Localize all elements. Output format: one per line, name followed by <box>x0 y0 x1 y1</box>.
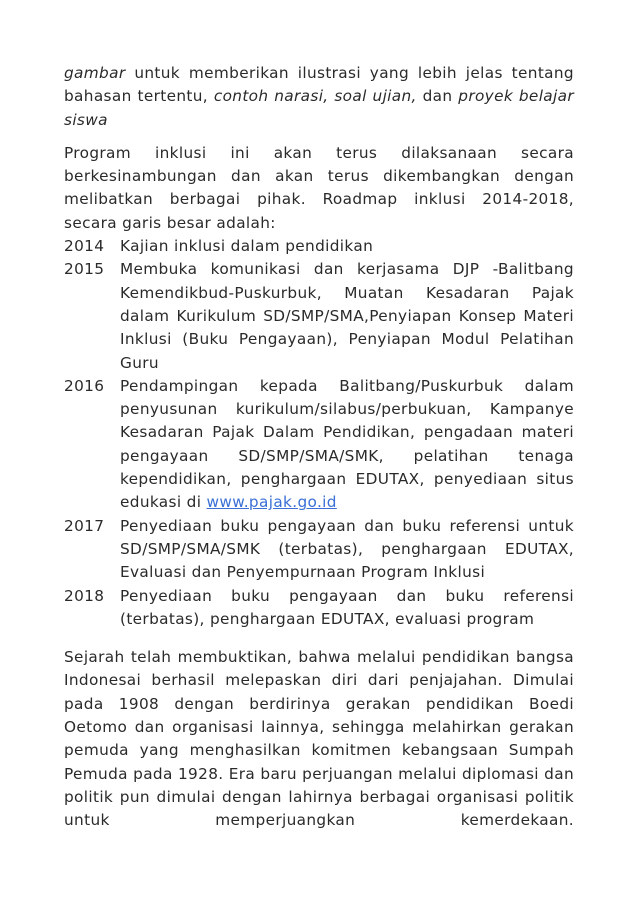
roadmap-item <box>64 375 574 515</box>
roadmap-item <box>64 515 574 585</box>
intro-italic-examples: contoh narasi, soal ujian, <box>213 87 417 106</box>
roadmap-item <box>64 585 574 632</box>
roadmap-description: Penyediaan buku pengayaan dan buku referensi untuk SD/SMP/SMA/SMK (terbatas), penghargaan EDUTAX, Evaluasi dan Penyempurnaan Program Inklusi <box>120 516 574 582</box>
program-paragraph: Program inklusi ini akan terus dilaksanaan secara berkesinambungan dan akan terus dikembangkan dengan melibatkan berbagai pihak. Roadmap inklusi 2014-2018, secara garis besar adalah: <box>64 143 574 232</box>
roadmap-year: 2015 <box>64 260 105 279</box>
document-page <box>64 62 574 833</box>
roadmap-description: Kajian inklusi dalam pendidikan <box>120 237 374 256</box>
roadmap-description-with-link <box>120 375 574 515</box>
intro-italic-gambar: gambar <box>64 64 126 82</box>
roadmap-year: 2014 <box>64 237 105 256</box>
intro-text-1: untuk memberikan ilustrasi yang lebih jelas tentang bahasan tertentu, <box>64 64 574 106</box>
roadmap-item <box>64 258 574 374</box>
roadmap-year: 2018 <box>64 586 105 605</box>
intro-text-2: dan <box>416 87 459 106</box>
roadmap-description: Membuka komunikasi dan kerjasama DJP -Balitbang Kemendikbud-Puskurbuk, Muatan Kesadaran Pajak dalam Kurikulum SD/SMP/SMA,Penyiapan Konsep Materi Inklusi (Buku Pengayaan), Penyiapan Modul Pelatihan Guru <box>120 260 574 372</box>
roadmap-item <box>64 235 574 258</box>
intro-paragraph <box>64 62 574 132</box>
roadmap-list <box>64 235 574 631</box>
history-paragraph: Sejarah telah membuktikan, bahwa melalui pendidikan bangsa Indonesai berhasil melepaskan diri dari penjajahan. Dimulai pada 1908 dengan berdirinya gerakan pendidikan Boedi Oetomo dan organisasi lainnya, sehingga melahirkan gerakan pemuda yang menghasilkan komitmen kebangsaan Sumpah Pemuda pada 1928. Era baru perjuangan melalui diplomasi dan politik pun dimulai dengan lahirnya berbagai organisasi politik untuk memperjuangkan kemerdekaan. <box>64 648 574 830</box>
intro-italic-project: proyek belajar siswa <box>64 87 574 129</box>
pajak-website-link[interactable]: www.pajak.go.id <box>206 493 337 512</box>
roadmap-description: Pendampingan kepada Balitbang/Puskurbuk dalam penyusunan kurikulum/silabus/perbukuan, Kampanye Kesadaran Pajak Dalam Pendidikan, pengadaan materi pengayaan SD/SMP/SMA/SMK, pelatihan tenaga kependidikan, penghargaan EDUTAX, penyediaan situs edukasi di <box>120 376 574 512</box>
roadmap-year: 2016 <box>64 376 105 395</box>
roadmap-description: Penyediaan buku pengayaan dan buku referensi (terbatas), penghargaan EDUTAX, evaluasi program <box>120 586 574 628</box>
roadmap-year: 2017 <box>64 516 105 535</box>
